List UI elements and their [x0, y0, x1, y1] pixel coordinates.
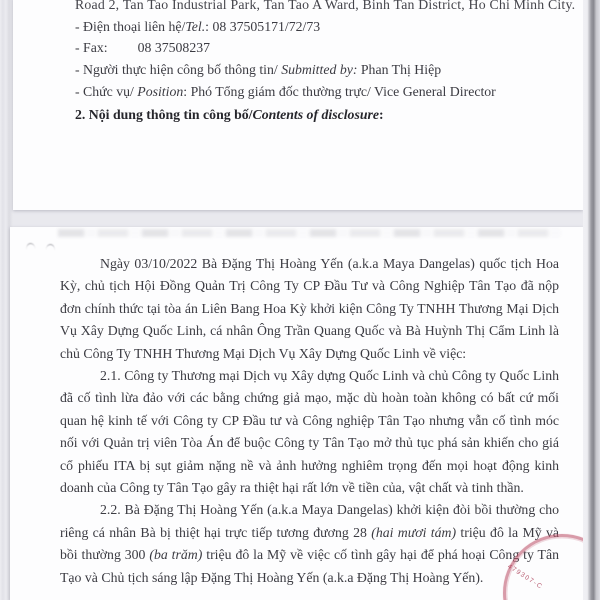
submitted-value: Phan Thị Hiệp — [357, 62, 442, 78]
section-heading-en: Contents of disclosure — [252, 106, 379, 122]
clause-2-2-part1: 2.2. Bà Đặng Thị Hoàng Yến (a.k.a Maya Dangelas) khởi kiện đòi bồi thường cho riêng cá nhân Bà bị thiệt hại trực tiếp tương đương 28 — [60, 502, 559, 540]
tel-label: - Điện thoại liên hệ/ — [75, 18, 186, 34]
section-heading-colon: : — [379, 106, 384, 122]
fax-line — [75, 37, 555, 59]
fax-label: - Fax: — [75, 40, 108, 56]
bleed-through-artifact — [58, 229, 561, 237]
submitted-label-en: Submitted by: — [281, 62, 358, 78]
position-line — [75, 81, 555, 103]
address-line: Road 2, Tan Tao Industrial Park, Tan Tao A Ward, Binh Tan District, Ho Chi Minh City. — [75, 0, 576, 12]
clause-2-1: 2.1. Công ty Thương mại Dịch vụ Xây dựng Quốc Linh và chủ Công ty Quốc Linh đã cố tình lừa đảo với các bằng chứng giả mạo, mặc dù hoàn toàn không có bất cứ mối quan hệ kinh tế với Công ty CP Đầu tư và Công nghiệp Tân Tạo nhưng vẫn cố tình móc nối với Quản trị viên Tòa Án để buộc Công ty Tân Tạo mở thủ tục phá sản khiến cho giá cổ phiếu ITA bị sụt giảm nặng nề và ảnh hưởng nghiêm trọng đến mọi hoạt động kinh doanh của Công ty Tân Tạo gây ra thiệt hại rất lớn về tiền của, vật chất và tinh thần. — [60, 368, 559, 496]
position-label-en: Position — [137, 83, 184, 99]
clause-2-2-part3: triệu đô la Mỹ về việc cố tình gây hại để phá hoại Công ty Tân Tạo và Chủ tịch sáng lập Đặng Thị Hoàng Yến (a.k.a Đặng Thị Hoàng Yến). — [60, 547, 559, 585]
submitted-by-line — [75, 59, 555, 81]
page2-text-block — [10, 227, 583, 589]
section-heading — [75, 104, 555, 126]
clause-2-2-part2: triệu đô la Mỹ và bồi thường 300 — [60, 524, 559, 563]
tel-label-en: Tel. — [185, 18, 206, 34]
position-label: - Chức vụ/ — [75, 83, 138, 99]
clause-2-2 — [60, 499, 559, 589]
page1-text-block — [13, 0, 583, 125]
tel-line — [75, 16, 555, 38]
clause-2-2-italic1: (hai mươi tám) — [371, 524, 457, 540]
page-stack-right-edge — [583, 0, 600, 600]
fax-value: 08 37508237 — [137, 40, 211, 56]
section-heading-vi: 2. Nội dung thông tin công bố/ — [75, 106, 253, 122]
stamp-arc-text: 479307-C — [506, 563, 545, 591]
position-value: : Phó Tổng giám đốc thường trực/ Vice General Director — [183, 83, 496, 99]
clause-2-2-italic2: (ba trăm) — [149, 547, 203, 563]
document-page-1 — [13, 0, 583, 210]
intro-paragraph: Ngày 03/10/2022 Bà Đặng Thị Hoàng Yến (a.k.a Maya Dangelas) quốc tịch Hoa Kỳ, chủ tịch Hội Đồng Quản Trị Công Ty CP Đầu Tư và Công Nghiệp Tân Tạo đã nộp đơn chính thức tại tòa án Liên Bang Hoa Kỳ khởi kiện Công Ty TNHH Thương Mại Dịch Vụ Xây Dựng Quốc Linh, cá nhân Ông Trần Quang Quốc và Bà Huỳnh Thị Cẩm Linh là chủ Công Ty TNHH Thương Mại Dịch Vụ Xây Dựng Quốc Linh về việc: — [60, 256, 559, 361]
tel-value: : 08 37505171/72/73 — [205, 18, 321, 34]
document-page-2 — [10, 227, 583, 600]
submitted-label: - Người thực hiện công bố thông tin/ — [75, 62, 282, 78]
